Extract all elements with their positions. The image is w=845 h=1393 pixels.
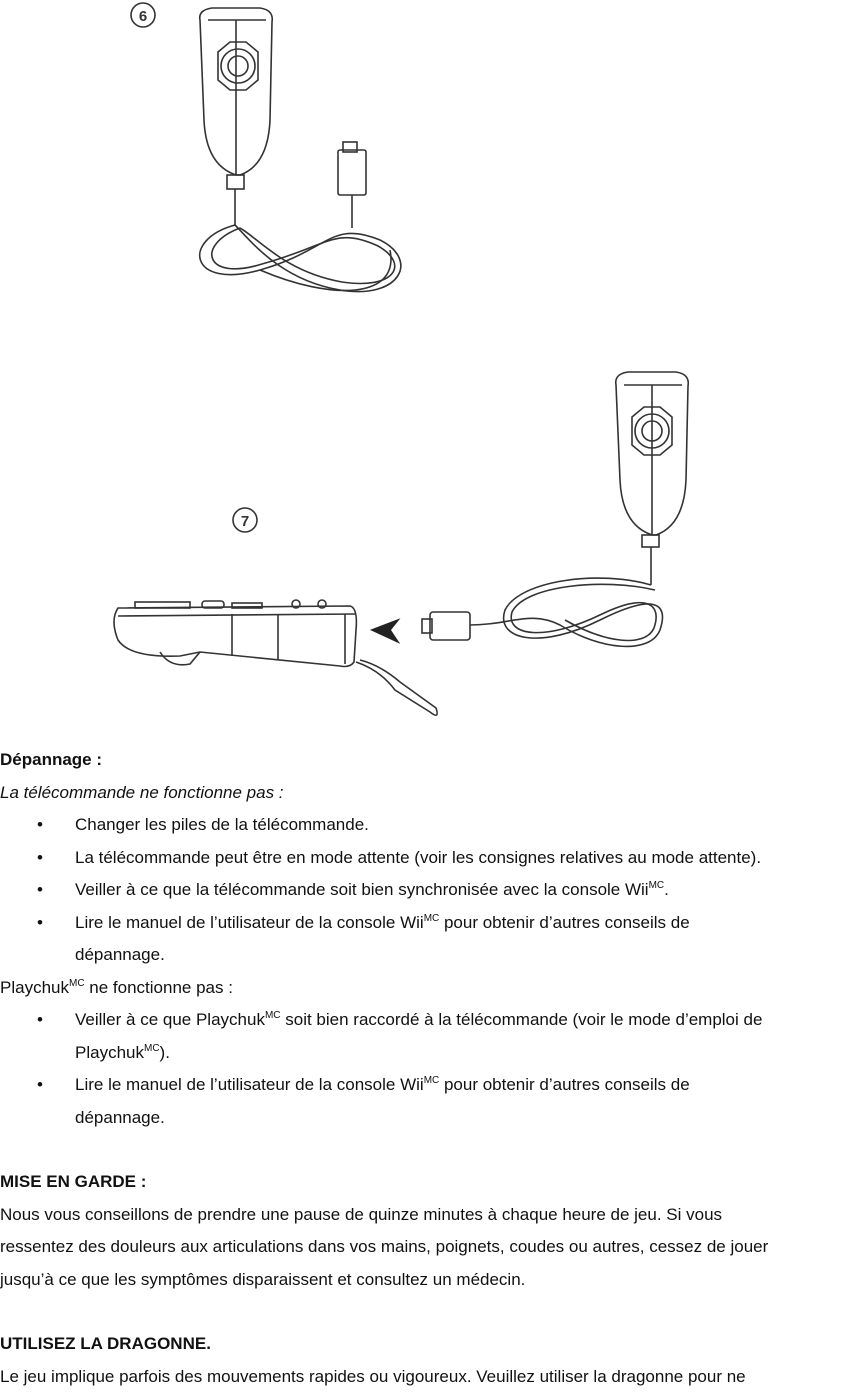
list-item: • Lire le manuel de l’utilisateur de la console Wii$^{MC}$ pour obtenir d’autres conseils de dépannage. xyxy=(0,907,845,972)
troubleshooting-text xyxy=(0,744,845,1393)
nunchuk-controller-bottom xyxy=(422,372,688,646)
warning-line: Nous vous conseillons de prendre une pause de quinze minutes à chaque heure de jeu. Si vous xyxy=(0,1199,845,1232)
list-item: • Lire le manuel de l’utilisateur de la console Wii$^{MC}$ pour obtenir d’autres conseils de dépannage. xyxy=(0,1069,845,1134)
warning-heading: MISE EN GARDE : xyxy=(0,1166,845,1199)
step-7-number: 7 xyxy=(241,513,249,530)
strap-heading: UTILISEZ LA DRAGONNE. xyxy=(0,1328,845,1361)
list-item: • Changer les piles de la télécommande. xyxy=(0,809,845,842)
warning-line: jusqu’à ce que les symptômes disparaissent et consultez un médecin. xyxy=(0,1264,845,1297)
playchuk-subheading: Playchuk$^{MC}$ ne fonctionne pas : xyxy=(0,972,845,1005)
troubleshooting-heading: Dépannage : xyxy=(0,744,845,777)
trademark-sup: MC xyxy=(649,880,665,891)
step-7-callout xyxy=(233,508,257,532)
list-item: • Veiller à ce que Playchuk$^{MC}$ soit bien raccordé à la télécommande (voir le mode d’emploi de Playchuk$^{MC}$). xyxy=(0,1004,845,1069)
step-6-callout xyxy=(131,3,155,27)
trademark-sup: MC xyxy=(424,913,440,924)
warning-line: ressentez des douleurs aux articulations dans vos mains, poignets, coudes ou autres, cessez de jouer xyxy=(0,1231,845,1264)
step-6-number: 6 xyxy=(139,8,147,25)
list-item: • Veiller à ce que la télécommande soit bien synchronisée avec la console Wii$^{MC}$. xyxy=(0,874,845,907)
list-item: • La télécommande peut être en mode attente (voir les consignes relatives au mode attente). xyxy=(0,842,845,875)
playchuk-troubleshooting-list xyxy=(0,1004,845,1134)
remote-subheading: La télécommande ne fonctionne pas : xyxy=(0,777,845,810)
strap-line: Le jeu implique parfois des mouvements rapides ou vigoureux. Veuillez utiliser la dragonne pour ne xyxy=(0,1361,845,1393)
arrow-left-icon xyxy=(372,620,398,642)
remote-troubleshooting-list xyxy=(0,809,845,972)
nunchuk-controller-top xyxy=(200,8,401,292)
wii-remote-side-view xyxy=(114,600,437,715)
